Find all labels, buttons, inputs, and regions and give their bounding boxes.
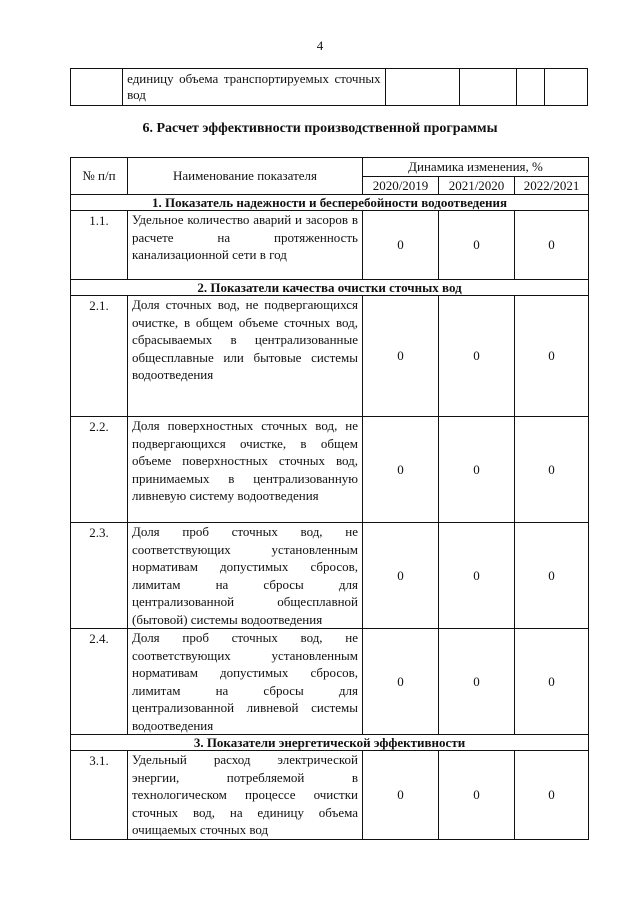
group-title: 3. Показатели энергетической эффективности	[71, 735, 589, 751]
table-row	[71, 69, 588, 106]
row-indicator-name: Удельный расход электрической энергии, потребляемой в технологическом процессе очистки сточных вод, на единицу объема очищаемых сточных вод	[128, 751, 363, 840]
group-header-row	[71, 280, 589, 296]
row-value: 0	[439, 629, 515, 735]
continuation-value-cell	[460, 69, 517, 106]
row-indicator-name: Доля поверхностных сточных вод, не подвергающихся очистке, в общем объеме поверхностных сточных вод, принимаемых в централизованную ливневую систему водоотведения	[128, 417, 363, 523]
continuation-name-cell: единицу объема транспортируемых сточных вод	[123, 69, 386, 106]
row-value: 0	[515, 417, 589, 523]
row-indicator-name: Доля проб сточных вод, не соответствующих установленным нормативам допустимых сбросов, лимитам на сбросы для централизованной ливневой системы водоотведения	[128, 629, 363, 735]
header-row	[71, 158, 589, 177]
row-value: 0	[439, 523, 515, 629]
header-dynamics: Динамика изменения, %	[363, 158, 589, 177]
table-row	[71, 211, 589, 280]
continuation-num-cell	[71, 69, 123, 106]
row-value: 0	[439, 211, 515, 280]
row-value: 0	[439, 417, 515, 523]
header-year: 2022/2021	[515, 177, 589, 195]
row-number: 2.2.	[71, 417, 128, 523]
row-indicator-name: Удельное количество аварий и засоров в расчете на протяженность канализационной сети в год	[128, 211, 363, 280]
row-value: 0	[515, 629, 589, 735]
continuation-value-cell	[545, 69, 588, 106]
row-number: 3.1.	[71, 751, 128, 840]
section-title: 6. Расчет эффективности производственной программы	[142, 121, 498, 136]
row-number: 1.1.	[71, 211, 128, 280]
continuation-value-cell	[385, 69, 460, 106]
table-row	[71, 296, 589, 417]
row-value: 0	[363, 751, 439, 840]
row-value: 0	[363, 417, 439, 523]
row-value: 0	[515, 211, 589, 280]
row-value: 0	[515, 751, 589, 840]
header-num: № п/п	[71, 158, 128, 195]
row-indicator-name: Доля проб сточных вод, не соответствующих установленным нормативам допустимых сбросов, лимитам на сбросы для централизованной общесплавной (бытовой) системы водоотведения	[128, 523, 363, 629]
group-title: 1. Показатель надежности и бесперебойности водоотведения	[71, 195, 589, 211]
header-name: Наименование показателя	[128, 158, 363, 195]
row-value: 0	[515, 523, 589, 629]
row-number: 2.4.	[71, 629, 128, 735]
row-value: 0	[363, 211, 439, 280]
row-value: 0	[363, 523, 439, 629]
page-number: 4	[316, 38, 324, 53]
row-indicator-name: Доля сточных вод, не подвергающихся очистке, в общем объеме сточных вод, сбрасываемых в централизованные общесплавные или бытовые системы водоотведения	[128, 296, 363, 417]
group-header-row	[71, 735, 589, 751]
table-row	[71, 523, 589, 629]
row-value: 0	[363, 629, 439, 735]
group-header-row	[71, 195, 589, 211]
table-row	[71, 751, 589, 840]
continuation-table	[70, 68, 588, 106]
continuation-value-cell	[517, 69, 545, 106]
table-row	[71, 417, 589, 523]
efficiency-table	[70, 157, 589, 840]
group-title: 2. Показатели качества очистки сточных вод	[71, 280, 589, 296]
table-row	[71, 629, 589, 735]
row-number: 2.1.	[71, 296, 128, 417]
row-number: 2.3.	[71, 523, 128, 629]
row-value: 0	[439, 296, 515, 417]
row-value: 0	[515, 296, 589, 417]
row-value: 0	[439, 751, 515, 840]
header-year: 2020/2019	[363, 177, 439, 195]
row-value: 0	[363, 296, 439, 417]
header-year: 2021/2020	[439, 177, 515, 195]
